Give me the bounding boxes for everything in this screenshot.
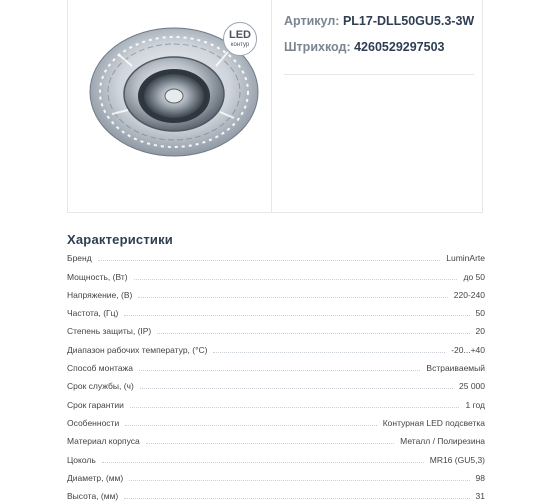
spec-dotted-leader xyxy=(157,333,469,334)
spec-dotted-leader xyxy=(125,425,377,426)
spec-value: 31 xyxy=(475,491,485,502)
spec-value: Контурная LED подсветка xyxy=(382,417,485,428)
led-contour-badge xyxy=(223,22,257,56)
spec-dotted-leader xyxy=(124,498,469,499)
spec-value: 1 год xyxy=(465,399,485,410)
spec-value: Металл / Полирезина xyxy=(400,436,485,447)
card-divider xyxy=(271,0,272,213)
spec-row xyxy=(67,266,485,284)
spec-row xyxy=(67,358,485,376)
barcode-value: 4260529297503 xyxy=(354,40,445,54)
spec-key: Бренд xyxy=(67,253,92,264)
spec-row xyxy=(67,394,485,412)
spec-key: Диапазон рабочих температур, (°C) xyxy=(67,344,208,355)
spec-key: Высота, (мм) xyxy=(67,491,119,502)
article-row xyxy=(284,8,474,34)
spec-key: Особенности xyxy=(67,417,120,428)
spec-value: -20...+40 xyxy=(451,344,485,355)
spec-row xyxy=(67,285,485,303)
spec-value: 25 000 xyxy=(459,381,485,392)
spec-key: Цоколь xyxy=(67,454,96,465)
spec-key: Напряжение, (В) xyxy=(67,289,133,300)
spec-dotted-leader xyxy=(129,480,469,481)
product-card xyxy=(67,0,483,213)
barcode-row xyxy=(284,34,474,60)
barcode-label: Штрихкод: xyxy=(284,40,351,54)
info-separator xyxy=(284,74,474,75)
spec-dotted-leader xyxy=(139,370,420,371)
spec-value: Встраиваемый xyxy=(426,363,485,374)
spec-value: до 50 xyxy=(463,271,485,282)
spec-dotted-leader xyxy=(140,388,453,389)
product-info xyxy=(284,8,474,75)
spec-key: Материал корпуса xyxy=(67,436,140,447)
spec-row xyxy=(67,303,485,321)
spec-row xyxy=(67,248,485,266)
spec-value: 20 xyxy=(475,326,485,337)
spec-value: 98 xyxy=(475,472,485,483)
spec-dotted-leader xyxy=(134,279,458,280)
specs-title: Характеристики xyxy=(67,232,173,247)
spec-dotted-leader xyxy=(102,462,424,463)
spec-value: 220-240 xyxy=(453,289,485,300)
spec-key: Срок службы, (ч) xyxy=(67,381,134,392)
badge-subtitle: контур xyxy=(230,42,250,48)
spec-row xyxy=(67,339,485,357)
spec-row xyxy=(67,486,485,504)
spec-dotted-leader xyxy=(124,315,469,316)
badge-title: LED xyxy=(229,29,251,41)
spec-row xyxy=(67,321,485,339)
spec-dotted-leader xyxy=(213,352,445,353)
spec-key: Способ монтажа xyxy=(67,363,133,374)
spec-row xyxy=(67,413,485,431)
spec-key: Степень защиты, (IP) xyxy=(67,326,152,337)
spec-row xyxy=(67,449,485,467)
article-value: PL17-DLL50GU5.3-3W xyxy=(342,14,475,28)
spec-dotted-leader xyxy=(146,443,394,444)
spec-value: MR16 (GU5,3) xyxy=(429,454,485,465)
spec-dotted-leader xyxy=(130,407,460,408)
spec-key: Мощность, (Вт) xyxy=(67,271,128,282)
article-label: Артикул: xyxy=(284,14,340,28)
spec-value: LuminArte xyxy=(446,253,485,264)
spec-row xyxy=(67,468,485,486)
spec-dotted-leader xyxy=(98,260,441,261)
spec-key: Диаметр, (мм) xyxy=(67,472,124,483)
spec-row xyxy=(67,376,485,394)
spec-row xyxy=(67,431,485,449)
specs-table xyxy=(67,248,485,504)
spec-dotted-leader xyxy=(138,297,447,298)
spec-key: Срок гарантии xyxy=(67,399,124,410)
spec-key: Частота, (Гц) xyxy=(67,308,119,319)
spec-value: 50 xyxy=(475,308,485,319)
